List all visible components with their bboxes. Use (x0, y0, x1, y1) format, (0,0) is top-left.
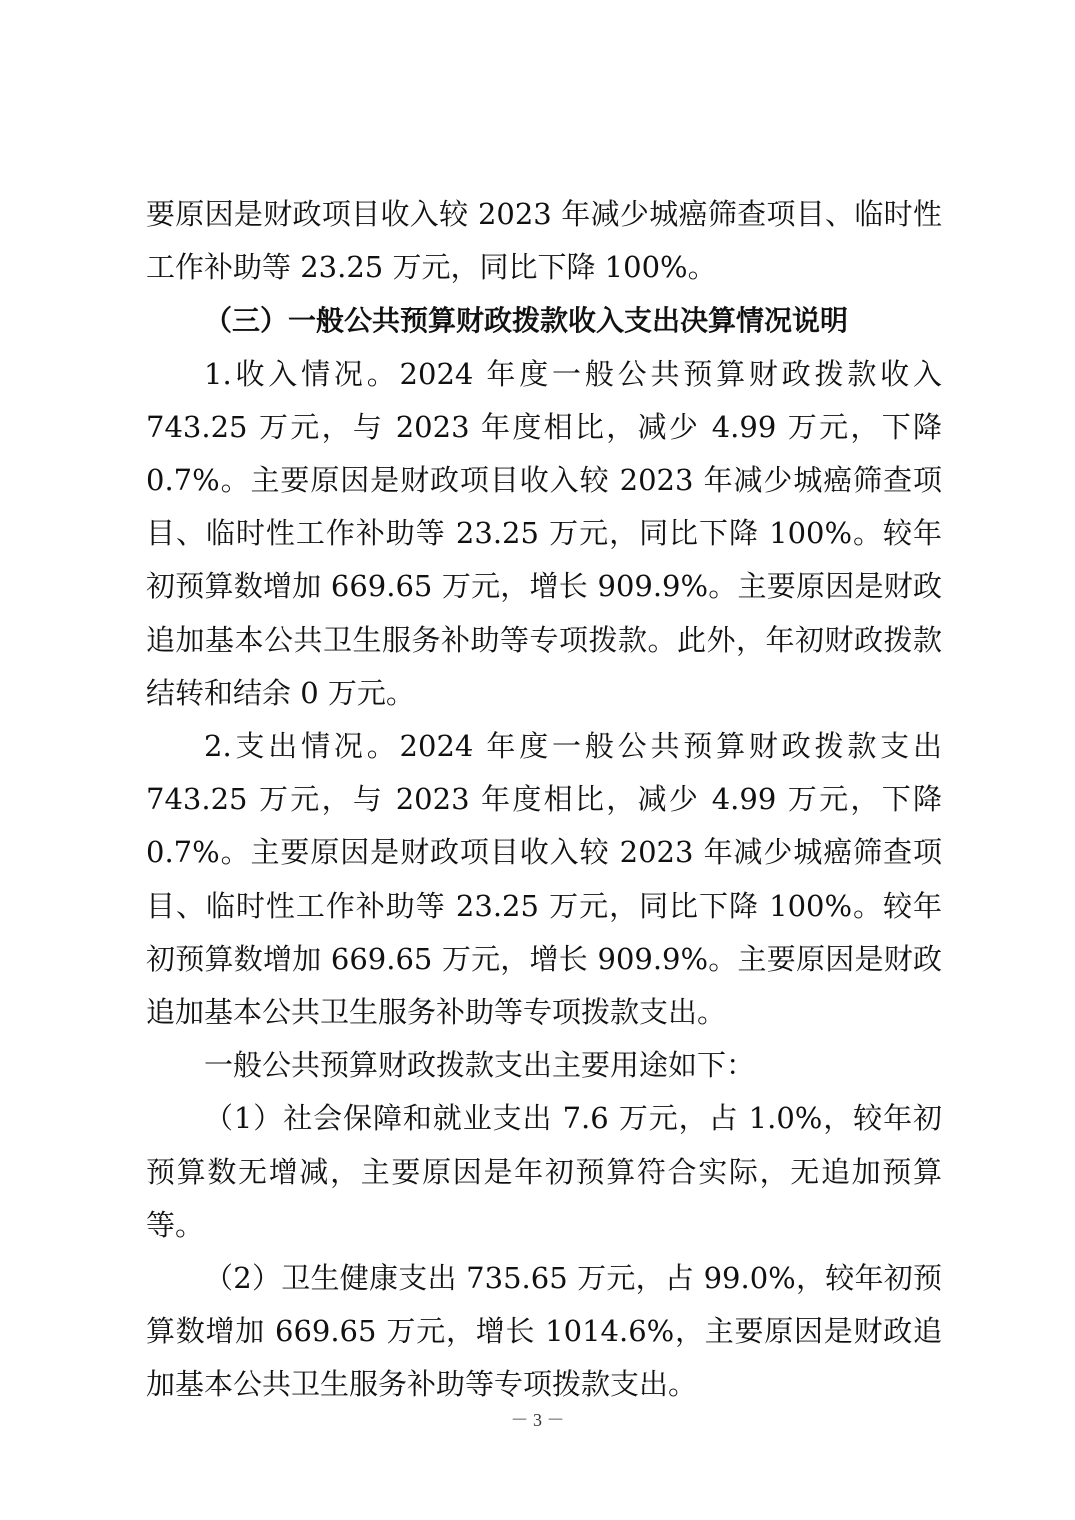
paragraph-item-2: （2）卫生健康支出 735.65 万元，占 99.0%，较年初预算数增加 669.65 万元，增长 1014.6%，主要原因是财政追加基本公共卫生服务补助等专项拨款支出。 (146, 1261, 942, 1402)
paragraph-income: 1.收入情况。2024 年度一般公共预算财政拨款收入 743.25 万元，与 2023 年度相比，减少 4.99 万元，下降 0.7%。主要原因是财政项目收入较 2023 年减少城癌筛查项目、临时性工作补助等 23.25 万元，同比下降 100%。较年初预算数增加 669.65 万元，增长 909.9%。主要原因是财政追加基本公共卫生服务补助等专项拨款。此外，年初财政拨款结转和结余 0 万元。 (146, 356, 942, 710)
paragraph-uses-intro: 一般公共预算财政拨款支出主要用途如下： (204, 1048, 756, 1083)
paragraph-item-1: （1）社会保障和就业支出 7.6 万元，占 1.0%，较年初预算数无增减，主要原因是年初预算符合实际，无追加预算等。 (146, 1101, 942, 1242)
paragraph-expenditure: 2.支出情况。2024 年度一般公共预算财政拨款支出 743.25 万元，与 2023 年度相比，减少 4.99 万元，下降 0.7%。主要原因是财政项目收入较 2023 年减少城癌筛查项目、临时性工作补助等 23.25 万元，同比下降 100%。较年初预算数增加 669.65 万元，增长 909.9%。主要原因是财政追加基本公共卫生服务补助等专项拨款支出。 (146, 729, 942, 1030)
document-body (146, 188, 942, 1412)
page-number: － 3 － (510, 1410, 565, 1430)
paragraph-continuation: 要原因是财政项目收入较 2023 年减少城癌筛查项目、临时性工作补助等 23.25 万元，同比下降 100%。 (146, 197, 942, 285)
section-heading: （三）一般公共预算财政拨款收入支出决算情况说明 (204, 304, 849, 338)
